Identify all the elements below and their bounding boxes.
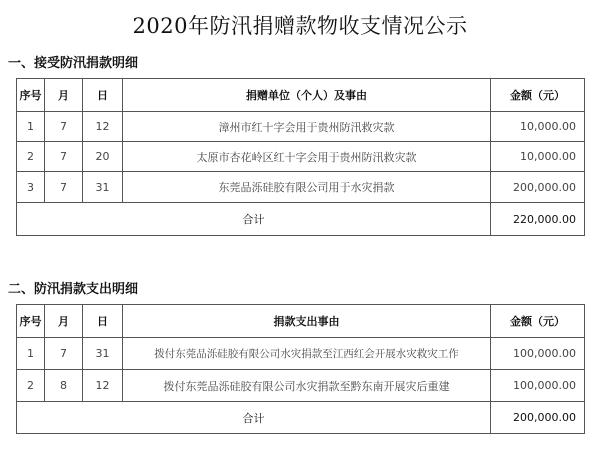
total-amount: 200,000.00 [491, 402, 585, 434]
cell-month: 7 [45, 172, 83, 203]
cell-seq: 1 [17, 112, 45, 142]
table-row [17, 338, 585, 370]
cell-amount: 100,000.00 [491, 370, 585, 402]
header-day: 日 [83, 305, 123, 338]
table-row [17, 172, 585, 203]
total-label: 合计 [17, 203, 491, 236]
total-label: 合计 [17, 402, 491, 434]
cell-amount: 10,000.00 [491, 142, 585, 172]
table-header-row [17, 79, 585, 112]
cell-seq: 2 [17, 142, 45, 172]
header-desc: 捐款支出事由 [123, 305, 491, 338]
expense-table [16, 304, 585, 434]
cell-day: 31 [83, 172, 123, 203]
section-heading-expense: 二、防汛捐款支出明细 [8, 282, 139, 297]
cell-day: 12 [83, 112, 123, 142]
cell-day: 20 [83, 142, 123, 172]
header-amount: 金额（元） [491, 305, 585, 338]
header-day: 日 [83, 79, 123, 112]
table-row [17, 112, 585, 142]
cell-desc: 拨付东莞品泺硅胶有限公司水灾捐款至黔东南开展灾后重建 [123, 370, 491, 402]
cell-month: 7 [45, 142, 83, 172]
cell-day: 31 [83, 338, 123, 370]
page-title: 2020年防汛捐赠款物收支情况公示 [132, 14, 468, 38]
cell-desc: 拨付东莞品泺硅胶有限公司水灾捐款至江西红会开展水灾救灾工作 [123, 338, 491, 370]
total-row [17, 203, 585, 236]
cell-desc: 东莞品泺硅胶有限公司用于水灾捐款 [123, 172, 491, 203]
cell-desc: 太原市杏花岭区红十字会用于贵州防汛救灾款 [123, 142, 491, 172]
table-row [17, 370, 585, 402]
header-desc: 捐赠单位（个人）及事由 [123, 79, 491, 112]
table-row [17, 142, 585, 172]
header-seq: 序号 [17, 79, 45, 112]
header-seq: 序号 [17, 305, 45, 338]
cell-amount: 10,000.00 [491, 112, 585, 142]
cell-amount: 200,000.00 [491, 172, 585, 203]
cell-seq: 2 [17, 370, 45, 402]
cell-amount: 100,000.00 [491, 338, 585, 370]
cell-month: 8 [45, 370, 83, 402]
cell-seq: 1 [17, 338, 45, 370]
total-amount: 220,000.00 [491, 203, 585, 236]
cell-month: 7 [45, 338, 83, 370]
header-amount: 金额（元） [491, 79, 585, 112]
cell-desc: 漳州市红十字会用于贵州防汛救灾款 [123, 112, 491, 142]
income-table [16, 78, 585, 236]
section-heading-income: 一、接受防汛捐款明细 [8, 56, 139, 71]
cell-month: 7 [45, 112, 83, 142]
total-row [17, 402, 585, 434]
cell-day: 12 [83, 370, 123, 402]
table-header-row [17, 305, 585, 338]
header-month: 月 [45, 79, 83, 112]
cell-seq: 3 [17, 172, 45, 203]
header-month: 月 [45, 305, 83, 338]
